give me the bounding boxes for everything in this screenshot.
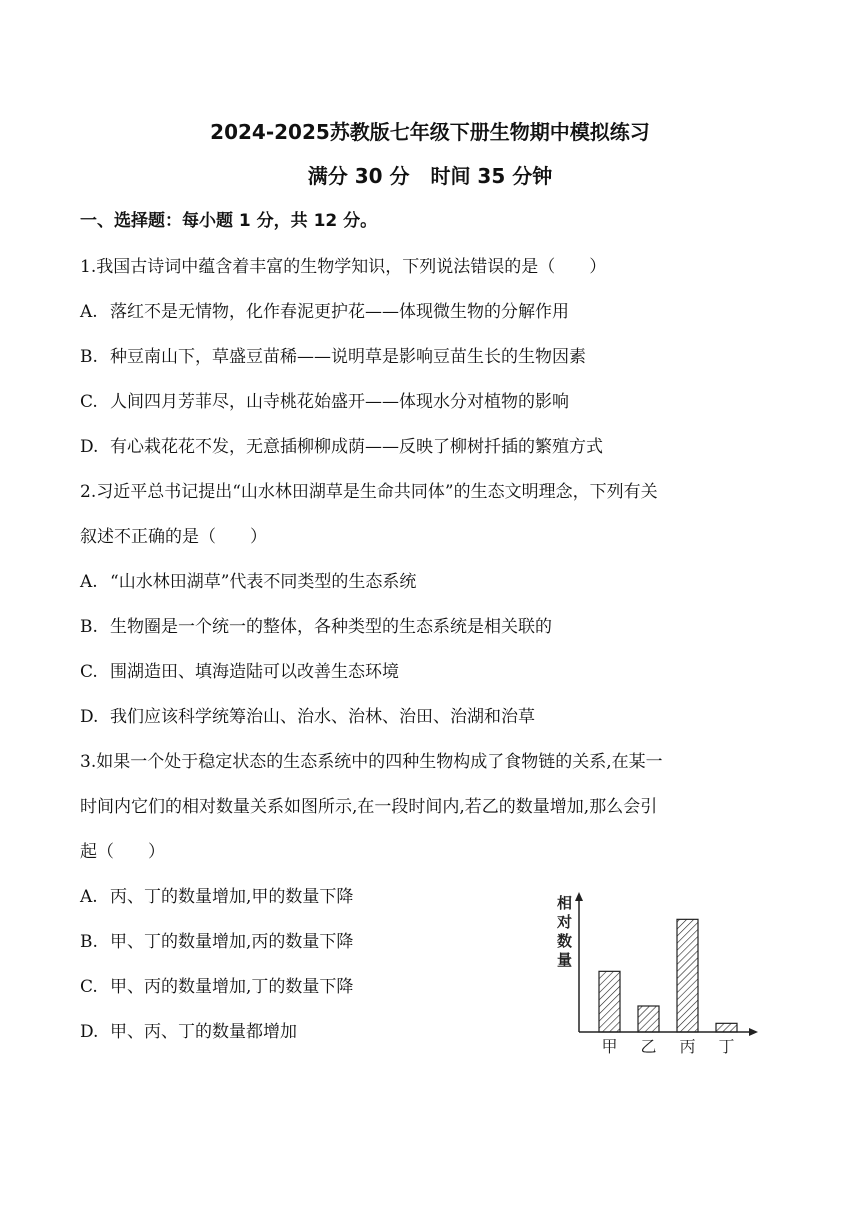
relative-quantity-bar-chart bbox=[555, 888, 770, 1063]
y-axis-label-char: 量 bbox=[557, 951, 573, 969]
option-letter: A. bbox=[80, 887, 98, 907]
question-1-option-a bbox=[80, 297, 569, 322]
question-1-option-c bbox=[80, 387, 569, 412]
question-2-option-d bbox=[80, 702, 535, 727]
option-text: 有心栽花花不发，无意插柳柳成荫——反映了柳树扦插的繁殖方式 bbox=[110, 437, 603, 457]
question-2-stem-line-2: 叙述不正确的是（ ） bbox=[80, 527, 267, 547]
question-3-stem-line-2: 时间内它们的相对数量关系如图所示,在一段时间内,若乙的数量增加,那么会引 bbox=[80, 797, 658, 817]
option-letter: C. bbox=[80, 662, 98, 682]
question-3-stem-line-1: 3.如果一个处于稳定状态的生态系统中的四种生物构成了食物链的关系,在某一 bbox=[80, 752, 663, 772]
x-axis-arrow bbox=[749, 1028, 758, 1036]
question-2-option-a bbox=[80, 567, 416, 592]
option-letter: C. bbox=[80, 392, 98, 412]
y-axis-label-char: 数 bbox=[557, 932, 573, 950]
option-letter: C. bbox=[80, 977, 98, 997]
page-subtitle: 满分 30 分 时间 35 分钟 bbox=[307, 164, 553, 188]
question-1-option-d bbox=[80, 432, 603, 457]
option-letter: D. bbox=[80, 437, 99, 457]
option-text: 甲、丙的数量增加,丁的数量下降 bbox=[110, 977, 354, 997]
bar-3 bbox=[677, 919, 698, 1032]
option-text: 我们应该科学统筹治山、治水、治林、治田、治湖和治草 bbox=[110, 707, 535, 727]
option-text: 人间四月芳菲尽，山寺桃花始盛开——体现水分对植物的影响 bbox=[110, 392, 569, 412]
question-1-stem: 1.我国古诗词中蕴含着丰富的生物学知识，下列说法错误的是（ ） bbox=[80, 257, 607, 277]
x-tick-label: 丙 bbox=[679, 1037, 696, 1056]
page-title: 2024-2025苏教版七年级下册生物期中模拟练习 bbox=[210, 120, 650, 144]
option-letter: D. bbox=[80, 707, 99, 727]
chart-bars bbox=[599, 919, 737, 1032]
option-letter: A. bbox=[80, 572, 98, 592]
option-text: 围湖造田、填海造陆可以改善生态环境 bbox=[110, 662, 399, 682]
option-text: 落红不是无情物，化作春泥更护花——体现微生物的分解作用 bbox=[110, 302, 569, 322]
x-tick-labels bbox=[601, 1037, 734, 1056]
bar-1 bbox=[599, 971, 620, 1032]
option-text: 丙、丁的数量增加,甲的数量下降 bbox=[110, 887, 354, 907]
question-3-option-d bbox=[80, 1017, 297, 1042]
question-3-option-a bbox=[80, 882, 353, 907]
bar-4 bbox=[716, 1023, 737, 1032]
question-2-option-b bbox=[80, 612, 552, 637]
x-tick-label: 丁 bbox=[718, 1037, 735, 1056]
option-letter: B. bbox=[80, 932, 98, 952]
option-letter: D. bbox=[80, 1022, 99, 1042]
question-1-option-b bbox=[80, 342, 586, 367]
question-3-stem-line-3: 起（ ） bbox=[80, 842, 165, 862]
y-axis-label bbox=[556, 894, 572, 969]
y-axis-arrow bbox=[575, 892, 583, 901]
y-axis-label-char: 相 bbox=[557, 894, 573, 912]
bar-2 bbox=[638, 1006, 659, 1032]
x-tick-label: 乙 bbox=[640, 1037, 657, 1056]
option-text: 种豆南山下，草盛豆苗稀——说明草是影响豆苗生长的生物因素 bbox=[110, 347, 586, 367]
y-axis-label-char: 对 bbox=[557, 913, 573, 931]
option-letter: B. bbox=[80, 347, 98, 367]
option-text: “山水林田湖草”代表不同类型的生态系统 bbox=[110, 572, 417, 592]
option-letter: B. bbox=[80, 617, 98, 637]
option-text: 生物圈是一个统一的整体，各种类型的生态系统是相关联的 bbox=[110, 617, 552, 637]
x-tick-label: 甲 bbox=[601, 1037, 618, 1056]
question-2-option-c bbox=[80, 657, 399, 682]
question-3-option-b bbox=[80, 927, 353, 952]
section-heading: 一、选择题：每小题 1 分，共 12 分。 bbox=[80, 211, 378, 231]
option-text: 甲、丁的数量增加,丙的数量下降 bbox=[110, 932, 354, 952]
option-letter: A. bbox=[80, 302, 98, 322]
question-3-option-c bbox=[80, 972, 353, 997]
question-2-stem-line-1: 2.习近平总书记提出“山水林田湖草是生命共同体”的生态文明理念，下列有关 bbox=[80, 482, 658, 502]
option-text: 甲、丙、丁的数量都增加 bbox=[110, 1022, 297, 1042]
